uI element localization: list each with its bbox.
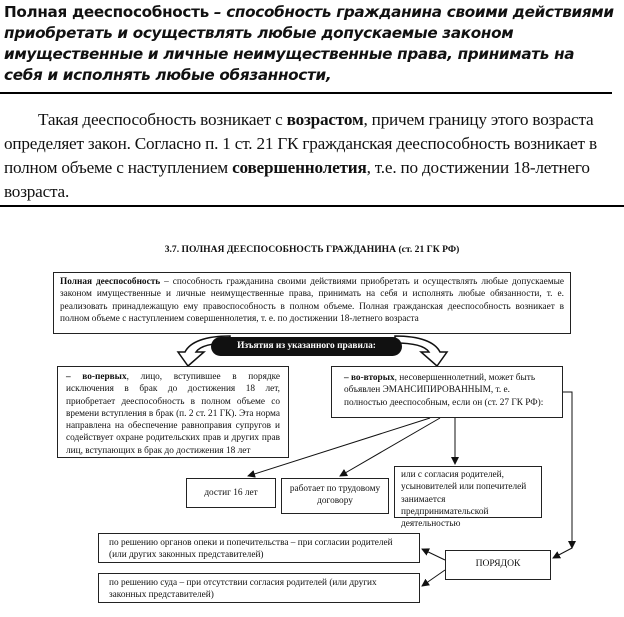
paragraph-part: , причем границу этого возраста определяет закон. Согласно п. 1 ст. 21 ГК гражданская дееспособность возникает в полном объеме с наступлением [4, 110, 597, 177]
box-term: Полная дееспособность [60, 277, 161, 287]
age-16-box: достиг 16 лет [186, 478, 276, 508]
court-decision-box: по решению суда – при отсутствии согласия родителей (или других законных представителей) [98, 573, 420, 603]
full-capacity-definition-box [53, 272, 571, 334]
emancipation-exception-box [331, 366, 563, 418]
marriage-exception-box [57, 366, 289, 458]
paragraph-part: , т.е. по достижении 18-летнего возраста. [4, 158, 590, 201]
paragraph-emphasis-majority: совершеннолетия [232, 158, 367, 177]
curved-arrow-right [395, 336, 447, 366]
box-lead: – во-вторых [344, 373, 395, 383]
definition-body: – способность гражданина своими действиями приобретать и осуществлять любые допускаемые законом имущественные и личные неимущественные права, принимать на себя и исполнять любые обязанности, [4, 3, 614, 84]
procedure-box: ПОРЯДОК [445, 550, 551, 580]
box-lead: – во-первых [66, 372, 127, 382]
box-text: , лицо, вступившее в порядке исключения в брак до достижения 18 лет, приобретает дееспособность в полном объеме со времени вступления в брак (п. 2 ст. 21 ГК). Эта норма направлена на обеспечение равноправия супругов и содействует охране родительских прав и других прав лиц, вступающих в брак до достижения 18 лет [66, 372, 280, 456]
paragraph-emphasis-age: возрастом [286, 110, 364, 129]
business-activity-box: или с согласия родителей, усыновителей или попечителей занимается предпринимательской деятельностью [394, 466, 542, 518]
arrow-to-court [422, 570, 445, 586]
employment-box: работает по трудовому договору [281, 478, 389, 514]
definition-term: Полная дееспособность [4, 3, 209, 21]
line-to-order [563, 392, 572, 548]
box-text: , несовершеннолетний, может быть объявлен ЭМАНСИПИРОВАННЫМ, т. е. полностью дееспособным, если он (ст. 27 ГК РФ): [344, 373, 544, 408]
arrow-to-guardianship [422, 549, 445, 560]
diagram-title: 3.7. ПОЛНАЯ ДЕЕСПОСОБНОСТЬ ГРАЖДАНИНА (ст. 21 ГК РФ) [164, 244, 460, 255]
exceptions-banner: Изъятия из указанного правила: [211, 337, 402, 356]
box-text: – способность гражданина своими действиями приобретать и осуществлять любые допускаемые законом имущественные и личные неимущественные права, принимать на себя и исполнять любые обязанности, т. е. реализовать принадлежащую ему правоспособность в полном объеме. Полная гражданская дееспособность возникает в полном объеме с наступлением совершеннолетия, т. е. по достижении 18-летнего возраста [60, 277, 564, 324]
guardianship-decision-box: по решению органов опеки и попечительства – при согласии родителей (или других законных представителей) [98, 533, 420, 563]
paragraph-part: Такая дееспособность возникает с [37, 110, 287, 129]
